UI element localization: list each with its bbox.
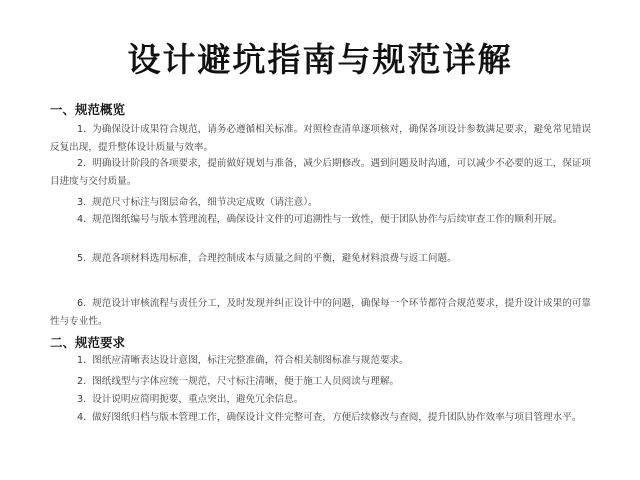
item-number: 2. — [77, 376, 87, 387]
item-number: 1. — [77, 355, 87, 366]
paragraph — [50, 250, 595, 268]
paragraph — [50, 211, 595, 229]
paragraph — [50, 155, 595, 191]
item-number: 3. — [77, 394, 87, 405]
item-number: 5. — [77, 253, 87, 264]
item-text: 规范设计审核流程与责任分工，及时发现并纠正设计中的问题，确保每一个环节都符合规范要求，提升设计成果的可靠性与专业性。 — [50, 298, 592, 327]
paragraph — [50, 352, 595, 370]
paragraph — [50, 121, 595, 157]
item-text: 图纸线型与字体应统一规范，尺寸标注清晰，便于施工人员阅读与理解。 — [92, 376, 400, 387]
item-text: 图纸应清晰表达设计意图，标注完整准确，符合相关制图标准与规范要求。 — [92, 355, 409, 366]
section-heading-requirements: 二、规范要求 — [50, 335, 126, 350]
paragraph — [50, 373, 595, 391]
paragraph — [50, 194, 595, 212]
item-text: 为确保设计成果符合规范，请务必遵循相关标准。对照检查清单逐项核对，确保各项设计参数满足要求，避免常见错误反复出现，提升整体设计质量与效率。 — [50, 124, 592, 153]
item-number: 4. — [77, 214, 87, 225]
item-number: 4. — [77, 412, 87, 423]
paragraph — [50, 409, 595, 427]
item-text: 设计说明应简明扼要，重点突出，避免冗余信息。 — [92, 394, 304, 405]
paragraph — [50, 295, 595, 331]
item-text: 规范各项材料选用标准，合理控制成本与质量之间的平衡，避免材料浪费与返工问题。 — [92, 253, 457, 264]
item-number: 2. — [77, 158, 87, 169]
item-number: 6. — [77, 298, 87, 309]
item-text: 规范图纸编号与版本管理流程，确保设计文件的可追溯性与一致性，便于团队协作与后续审查工作的顺利开展。 — [92, 214, 563, 225]
paragraph — [50, 391, 595, 409]
item-text: 明确设计阶段的各项要求，提前做好规划与准备，减少后期修改。遇到问题及时沟通，可以减少不必要的返工，保证项目进度与交付质量。 — [50, 158, 592, 187]
page-title: 设计避坑指南与规范详解 — [127, 40, 513, 79]
section-heading-overview: 一、规范概览 — [50, 102, 126, 117]
item-text: 做好图纸归档与版本管理工作，确保设计文件完整可查，方便后续修改与查阅，提升团队协作效率与项目管理水平。 — [92, 412, 582, 423]
item-text: 规范尺寸标注与图层命名，细节决定成败（请注意）。 — [92, 197, 318, 208]
item-number: 1. — [77, 124, 87, 135]
item-number: 3. — [77, 197, 87, 208]
